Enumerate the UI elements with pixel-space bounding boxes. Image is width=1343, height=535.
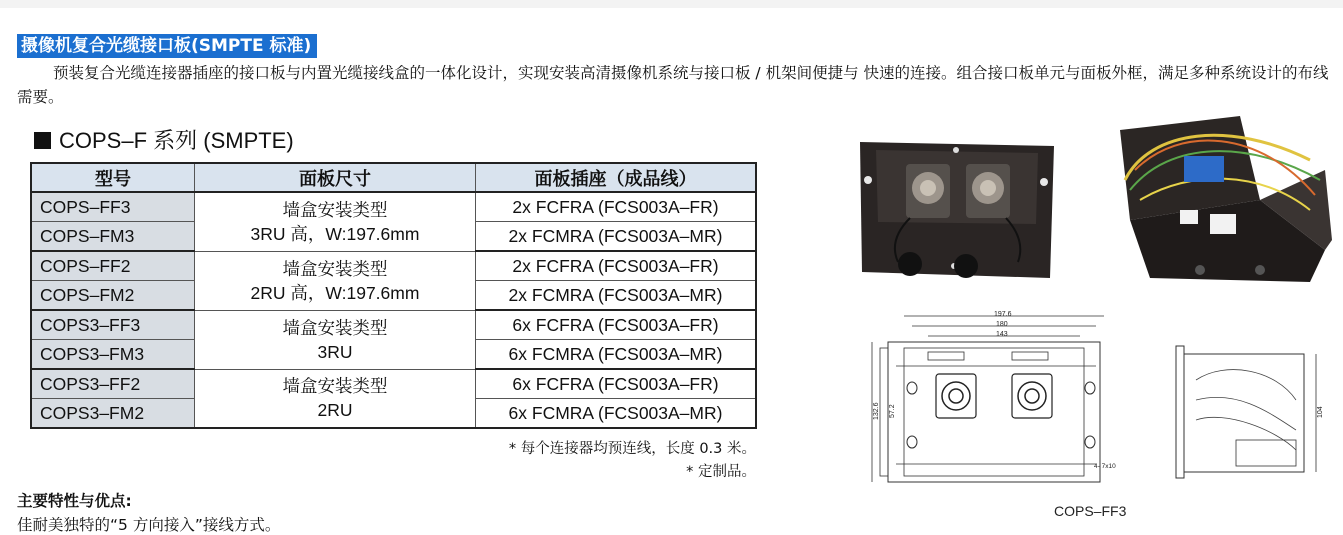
size-cell	[195, 369, 476, 428]
features-text: 佳耐美独特的“5 方向接入”接线方式。	[17, 516, 281, 534]
model-cell: COPS3–FF2	[31, 369, 195, 399]
header-panel-size: 面板尺寸	[195, 163, 476, 192]
model-cell: COPS–FF2	[31, 251, 195, 281]
socket-cell: 6x FCFRA (FCS003A–FR)	[476, 369, 757, 399]
front-panel-photo	[858, 140, 1058, 280]
note-prewired: * 每个连接器均预连线，长度 0.3 米。	[508, 441, 756, 457]
header-socket: 面板插座（成品线）	[476, 163, 757, 192]
table-row	[31, 369, 756, 399]
size-line: 3RU 高，W:197.6mm	[250, 223, 420, 244]
socket-cell: 2x FCFRA (FCS003A–FR)	[476, 251, 757, 281]
figure-caption: COPS–FF3	[1054, 503, 1127, 519]
table-row	[31, 310, 756, 340]
dim-inner: 143	[996, 331, 1008, 338]
size-line: 墙盒安装类型	[282, 199, 388, 220]
spec-table	[30, 162, 757, 429]
series-heading	[34, 124, 294, 155]
top-bar	[0, 0, 1343, 8]
table-row	[31, 251, 756, 281]
series-title: COPS–F 系列 (SMPTE)	[59, 128, 294, 153]
dim-total: 197.6	[994, 311, 1012, 318]
side-view-drawing	[1166, 340, 1326, 490]
open-box-photo	[1110, 110, 1335, 285]
model-cell: COPS3–FM2	[31, 399, 195, 429]
hole-note: 4- 7x10	[1094, 463, 1116, 470]
size-line: 2RU 高，W:197.6mm	[250, 282, 420, 303]
table-header-row	[31, 163, 756, 192]
socket-cell: 6x FCMRA (FCS003A–MR)	[476, 399, 757, 429]
model-cell: COPS–FF3	[31, 192, 195, 222]
size-cell	[195, 310, 476, 369]
note-custom: * 定制品。	[686, 464, 756, 480]
header-model: 型号	[31, 163, 195, 192]
square-bullet-icon	[34, 132, 51, 149]
dim-side: 104	[1317, 406, 1324, 418]
size-line: 3RU	[317, 341, 353, 362]
size-line: 墙盒安装类型	[282, 258, 388, 279]
dim-pitch: 57.2	[889, 404, 896, 418]
section-title: 摄像机复合光缆接口板(SMPTE 标准)	[17, 34, 317, 58]
size-cell	[195, 192, 476, 251]
size-cell	[195, 251, 476, 310]
size-line: 2RU	[317, 400, 353, 421]
dim-height: 132.6	[873, 402, 880, 420]
socket-cell: 2x FCFRA (FCS003A–FR)	[476, 192, 757, 222]
intro-paragraph: 预装复合光缆连接器插座的接口板与内置光缆接线盒的一体化设计，实现安装高清摄像机系统与接口板 / 机架间便捷与 快速的连接。组合接口板单元与面板外框，满足多种系统设计的布线需要。	[17, 64, 1329, 106]
model-cell: COPS3–FF3	[31, 310, 195, 340]
size-line: 墙盒安装类型	[282, 317, 388, 338]
size-line: 墙盒安装类型	[282, 376, 388, 397]
model-cell: COPS–FM2	[31, 281, 195, 311]
model-cell: COPS3–FM3	[31, 340, 195, 370]
front-view-drawing	[866, 308, 1126, 488]
socket-cell: 2x FCMRA (FCS003A–MR)	[476, 222, 757, 252]
socket-cell: 2x FCMRA (FCS003A–MR)	[476, 281, 757, 311]
table-row	[31, 192, 756, 222]
dim-mid: 180	[996, 321, 1008, 328]
model-cell: COPS–FM3	[31, 222, 195, 252]
socket-cell: 6x FCFRA (FCS003A–FR)	[476, 310, 757, 340]
features-heading: 主要特性与优点:	[17, 492, 132, 510]
socket-cell: 6x FCMRA (FCS003A–MR)	[476, 340, 757, 370]
